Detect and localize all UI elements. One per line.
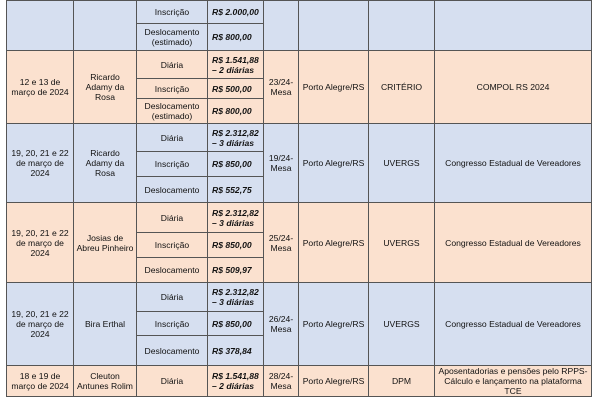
expense-type-cell: Diária <box>137 124 208 152</box>
name-cell: Bira Erthal <box>74 283 137 366</box>
name-cell <box>74 1 137 51</box>
expense-value-cell: R$ 1.541,88 – 2 diárias <box>208 366 264 397</box>
process-cell: 28/24-Mesa <box>264 366 299 397</box>
entity-cell: DPM <box>369 366 435 397</box>
table-row <box>7 1 592 24</box>
event-cell: Congresso Estadual de Vereadores <box>435 124 592 203</box>
expense-value-cell: R$ 850,00 <box>208 312 264 336</box>
date-cell <box>7 1 74 51</box>
entity-cell: UVERGS <box>369 124 435 203</box>
expense-type-cell: Inscrição <box>137 233 208 258</box>
process-cell: 25/24-Mesa <box>264 203 299 283</box>
expense-type-cell: Deslocamento <box>137 336 208 366</box>
date-cell: 12 e 13 de março de 2024 <box>7 51 74 124</box>
event-cell: Congresso Estadual de Vereadores <box>435 283 592 366</box>
event-cell <box>435 1 592 51</box>
name-cell: Ricardo Adamy da Rosa <box>74 51 137 124</box>
location-cell: Porto Alegre/RS <box>299 203 369 283</box>
name-cell: Josias de Abreu Pinheiro <box>74 203 137 283</box>
expense-value-cell: R$ 500,00 <box>208 79 264 99</box>
expense-value-cell: R$ 2.312,82 – 3 diárias <box>208 283 264 312</box>
event-cell: Congresso Estadual de Vereadores <box>435 203 592 283</box>
expense-type-cell: Diária <box>137 283 208 312</box>
location-cell <box>299 1 369 51</box>
expense-type-cell: Inscrição <box>137 312 208 336</box>
table-row <box>7 283 592 312</box>
expense-type-cell: Diária <box>137 51 208 79</box>
expense-type-cell: Deslocamento (estimado) <box>137 24 208 51</box>
process-cell <box>264 1 299 51</box>
event-cell: Aposentadorias e pensões pelo RPPS- Cálculo e lançamento na plataforma TCE <box>435 366 592 397</box>
expense-value-cell: R$ 850,00 <box>208 233 264 258</box>
table-body <box>7 1 592 397</box>
expense-value-cell: R$ 2.312,82 – 3 diárias <box>208 124 264 152</box>
date-cell: 19, 20, 21 e 22 de março de 2024 <box>7 283 74 366</box>
expense-type-cell: Inscrição <box>137 152 208 177</box>
expense-type-cell: Deslocamento <box>137 177 208 203</box>
entity-cell: UVERGS <box>369 283 435 366</box>
entity-cell: UVERGS <box>369 203 435 283</box>
process-cell: 26/24-Mesa <box>264 283 299 366</box>
name-cell: Cleuton Antunes Rolim <box>74 366 137 397</box>
expense-type-cell: Diária <box>137 203 208 233</box>
date-cell: 19, 20, 21 e 22 de março de 2024 <box>7 124 74 203</box>
table-row <box>7 203 592 233</box>
table-row <box>7 124 592 152</box>
table-row <box>7 51 592 79</box>
location-cell: Porto Alegre/RS <box>299 366 369 397</box>
expense-type-cell: Diária <box>137 366 208 397</box>
location-cell: Porto Alegre/RS <box>299 51 369 124</box>
entity-cell: CRITÉRIO <box>369 51 435 124</box>
travel-expenses-table <box>6 0 592 397</box>
event-cell: COMPOL RS 2024 <box>435 51 592 124</box>
date-cell: 19, 20, 21 e 22 de março de 2024 <box>7 203 74 283</box>
expense-value-cell: R$ 378,84 <box>208 336 264 366</box>
expense-value-cell: R$ 850,00 <box>208 152 264 177</box>
date-cell: 18 e 19 de março de 2024 <box>7 366 74 397</box>
expense-type-cell: Deslocamento (estimado) <box>137 99 208 124</box>
table-row <box>7 366 592 397</box>
expense-value-cell: R$ 800,00 <box>208 99 264 124</box>
expense-value-cell: R$ 1.541,88 – 2 diárias <box>208 51 264 79</box>
location-cell: Porto Alegre/RS <box>299 283 369 366</box>
expense-value-cell: R$ 2.312,82 – 3 diárias <box>208 203 264 233</box>
expense-type-cell: Deslocamento <box>137 258 208 283</box>
expense-value-cell: R$ 509,97 <box>208 258 264 283</box>
entity-cell <box>369 1 435 51</box>
expense-type-cell: Inscrição <box>137 79 208 99</box>
process-cell: 19/24-Mesa <box>264 124 299 203</box>
expense-value-cell: R$ 2.000,00 <box>208 1 264 24</box>
name-cell: Ricardo Adamy da Rosa <box>74 124 137 203</box>
process-cell: 23/24-Mesa <box>264 51 299 124</box>
location-cell: Porto Alegre/RS <box>299 124 369 203</box>
expense-value-cell: R$ 800,00 <box>208 24 264 51</box>
expense-value-cell: R$ 552,75 <box>208 177 264 203</box>
expense-type-cell: Inscrição <box>137 1 208 24</box>
